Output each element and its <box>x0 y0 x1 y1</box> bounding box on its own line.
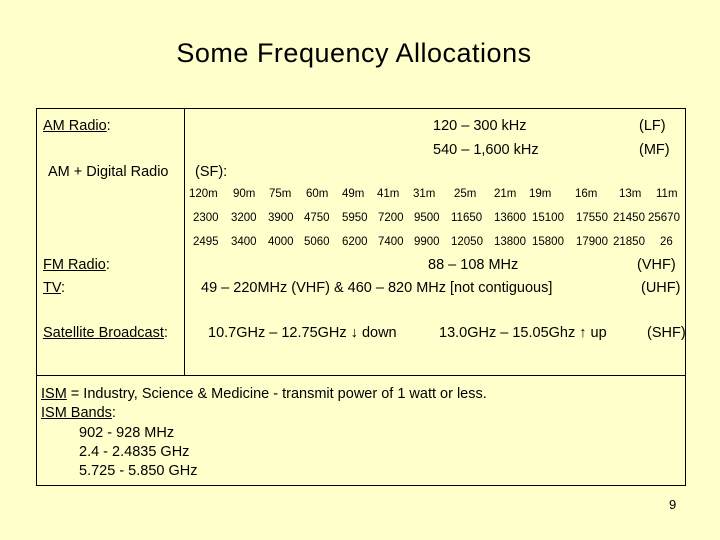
meter-cell: 31m <box>413 188 436 200</box>
low-freq-cell: 11650 <box>451 212 483 224</box>
fm-radio-label: FM Radio: <box>43 257 110 273</box>
high-freq-cell: 13800 <box>494 236 526 248</box>
high-freq-cell: 17900 <box>576 236 608 248</box>
low-freq-cell: 7200 <box>378 212 404 224</box>
am-range-mf: 540 – 1,600 kHz <box>433 142 539 158</box>
fm-band: (VHF) <box>637 257 676 273</box>
meter-cell: 60m <box>306 188 329 200</box>
meter-cell: 120m <box>189 188 218 200</box>
digital-radio-code: (SF): <box>195 164 228 180</box>
am-band-lf: (LF) <box>639 118 666 134</box>
meter-cell: 75m <box>269 188 292 200</box>
high-freq-cell: 15800 <box>532 236 564 248</box>
low-freq-cell: 4750 <box>304 212 330 224</box>
satellite-label: Satellite Broadcast: <box>43 325 168 341</box>
high-freq-cell: 5060 <box>304 236 330 248</box>
low-freq-cell: 9500 <box>414 212 440 224</box>
ism-definition: ISM = Industry, Science & Medicine - transmit power of 1 watt or less. <box>41 386 487 402</box>
tv-band: (UHF) <box>641 280 681 296</box>
low-freq-cell: 5950 <box>342 212 368 224</box>
am-range-lf: 120 – 300 kHz <box>433 118 527 134</box>
high-freq-cell: 7400 <box>378 236 404 248</box>
section-divider <box>37 375 685 376</box>
page-number: 9 <box>669 497 677 512</box>
low-freq-cell: 25670 <box>648 212 680 224</box>
low-freq-cell: 15100 <box>532 212 564 224</box>
column-divider <box>184 109 185 375</box>
meter-cell: 49m <box>342 188 365 200</box>
meter-cell: 16m <box>575 188 598 200</box>
high-freq-cell: 21850 <box>613 236 645 248</box>
ism-band-item: 2.4 - 2.4835 GHz <box>79 444 190 460</box>
high-freq-cell: 2495 <box>193 236 219 248</box>
ism-band-item: 902 - 928 MHz <box>79 425 175 441</box>
low-freq-cell: 17550 <box>576 212 608 224</box>
slide-title: Some Frequency Allocations <box>176 38 532 68</box>
low-freq-cell: 21450 <box>613 212 645 224</box>
meter-cell: 90m <box>233 188 256 200</box>
satellite-uplink: 13.0GHz – 15.05Ghz ↑ up <box>439 325 607 341</box>
high-freq-cell: 3400 <box>231 236 257 248</box>
meter-cell: 41m <box>377 188 400 200</box>
high-freq-cell: 4000 <box>268 236 294 248</box>
meter-cell: 11m <box>656 188 678 200</box>
satellite-band: (SHF) <box>647 325 686 341</box>
high-freq-cell: 9900 <box>414 236 440 248</box>
up-arrow-icon: ↑ <box>579 325 587 341</box>
am-band-mf: (MF) <box>639 142 670 158</box>
meter-cell: 19m <box>529 188 552 200</box>
meter-cell: 25m <box>454 188 477 200</box>
low-freq-cell: 3200 <box>231 212 257 224</box>
meter-cell: 13m <box>619 188 642 200</box>
ism-band-item: 5.725 - 5.850 GHz <box>79 463 198 479</box>
down-arrow-icon: ↓ <box>350 325 358 341</box>
meter-cell: 21m <box>494 188 517 200</box>
digital-radio-label: AM + Digital Radio <box>48 164 169 180</box>
am-radio-label: AM Radio: <box>43 118 111 134</box>
tv-label: TV: <box>43 280 66 296</box>
low-freq-cell: 13600 <box>494 212 526 224</box>
low-freq-cell: 2300 <box>193 212 219 224</box>
ism-bands-label: ISM Bands: <box>41 405 116 421</box>
tv-range: 49 – 220MHz (VHF) & 460 – 820 MHz [not contiguous] <box>201 280 553 296</box>
low-freq-cell: 3900 <box>268 212 294 224</box>
high-freq-cell: 26 <box>660 236 673 248</box>
satellite-downlink: 10.7GHz – 12.75GHz ↓ down <box>208 325 397 341</box>
high-freq-cell: 6200 <box>342 236 368 248</box>
fm-range: 88 – 108 MHz <box>428 257 519 273</box>
high-freq-cell: 12050 <box>451 236 483 248</box>
